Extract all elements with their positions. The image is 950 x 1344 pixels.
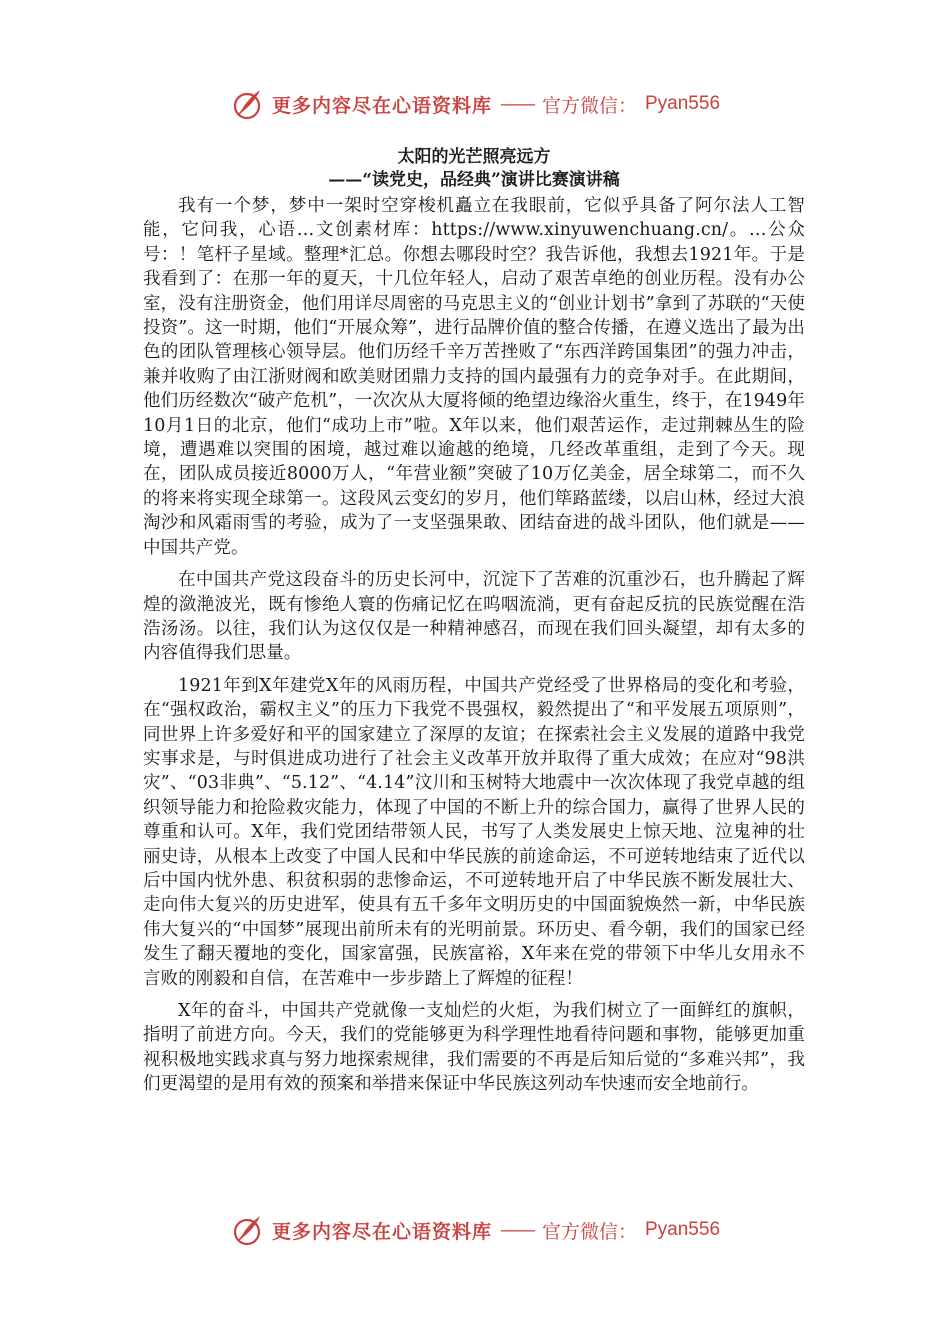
footer-wechat-id: Pyan556	[645, 1219, 721, 1240]
page-subtitle: ——“读党史，品经典”演讲比赛演讲稿	[328, 170, 620, 190]
document-body	[143, 146, 805, 1105]
footer-slogan: 更多内容尽在心语资料库	[271, 1220, 492, 1243]
banner-wechat-id: Pyan556	[645, 93, 721, 114]
footer-dash: ——	[499, 1219, 534, 1241]
feather-pen-icon	[230, 1213, 264, 1247]
page-title: 太阳的光芒照亮远方	[397, 147, 551, 167]
paragraph-2: 在中国共产党这段奋斗的历史长河中，沉淀下了苦难的沉重沙石，也升腾起了辉煌的潋滟波光，既有惨绝人寰的伤痛记忆在呜咽流淌，更有奋起反抗的民族觉醒在浩浩汤汤。以往，我们认为这仅仅是一种精神感召，而现在我们回头凝望，却有太多的内容值得我们思量。	[143, 570, 805, 664]
paragraph-4: X年的奋斗，中国共产党就像一支灿烂的火炬，为我们树立了一面鲜红的旗帜，指明了前进方向。今天，我们的党能够更为科学理性地看待问题和事物，能够更加重视积极地实践求真与努力地探索规律，我们需要的不再是后知后觉的“多难兴邦”，我们更渴望的是用有效的预案和举措来保证中华民族这列动车快速而安全地前行。	[143, 1001, 805, 1095]
banner-contact-label: 官方微信：	[541, 94, 637, 117]
footer-banner	[0, 1208, 950, 1252]
footer-contact-label: 官方微信：	[541, 1220, 637, 1243]
paragraph-1: 我有一个梦，梦中一架时空穿梭机矗立在我眼前，它似乎具备了阿尔法人工智能，它问我，心语…文创素材库：https://www.xinyuwenchuang.cn/。…公众号：！笔杆子星域。整理*汇总。你想去哪段时空？我告诉他，我想去1921年。于是我看到了：在那一年的夏天，十几位年轻人，启动了艰苦卓绝的创业历程。没有办公室，没有注册资金，他们用详尽周密的马克思主义的“创业计划书”拿到了苏联的“天使投资”。这一时期，他们“开展众筹”，进行品牌价值的整合传播，在遵义选出了最为出色的团队管理核心领导层。他们历经千辛万苦挫败了“东西洋跨国集团”的强力冲击，兼并收购了由江浙财阀和欧美财团鼎力支持的国内最强有力的竞争对手。在此期间，他们历经数次“破产危机”，一次次从大厦将倾的绝望边缘浴火重生，终于，在1949年10月1日的北京，他们“成功上市”啦。X年以来，他们艰苦运作，走过荆棘丛生的险境，遭遇难以突围的困境，越过难以逾越的绝境，几经改革重组，走到了今天。现在，团队成员接近8000万人，“年营业额”突破了10万亿美金，居全球第二，而不久的将来将实现全球第一。这段风云变幻的岁月，他们筚路蓝缕，以启山林，经过大浪淘沙和风霜雨雪的考验，成为了一支坚强果敢、团结奋进的战斗团队，他们就是——中国共产党。	[143, 196, 805, 558]
feather-pen-icon	[230, 87, 264, 121]
header-banner	[0, 82, 950, 126]
banner-slogan: 更多内容尽在心语资料库	[271, 94, 492, 117]
paragraph-3: 1921年到X年建党X年的风雨历程，中国共产党经受了世界格局的变化和考验，在“强权政治，霸权主义”的压力下我党不畏强权，毅然提出了“和平发展五项原则”，同世界上许多爱好和平的国家建立了深厚的友谊；在探索社会主义发展的道路中我党实事求是，与时俱进成功进行了社会主义改革开放并取得了重大成效；在应对“98洪灾”、“03非典”、“5.12”、“4.14”汶川和玉树特大地震中一次次体现了我党卓越的组织领导能力和抢险救灾能力，体现了中国的不断上升的综合国力，赢得了世界人民的尊重和认可。X年，我们党团结带领人民，书写了人类发展史上惊天地、泣鬼神的壮丽史诗，从根本上改变了中国人民和中华民族的前途命运，不可逆转地结束了近代以后中国内忧外患、积贫积弱的悲惨命运，不可逆转地开启了中华民族不断发展壮大、走向伟大复兴的历史进军，使具有五千多年文明历史的中国面貌焕然一新，中华民族伟大复兴的“中国梦”展现出前所未有的光明前景。环历史、看今朝，我们的国家已经发生了翻天覆地的变化，国家富强，民族富裕，X年来在党的带领下中华儿女用永不言败的刚毅和自信，在苦难中一步步踏上了辉煌的征程！	[143, 675, 805, 989]
banner-dash: ——	[499, 93, 534, 115]
